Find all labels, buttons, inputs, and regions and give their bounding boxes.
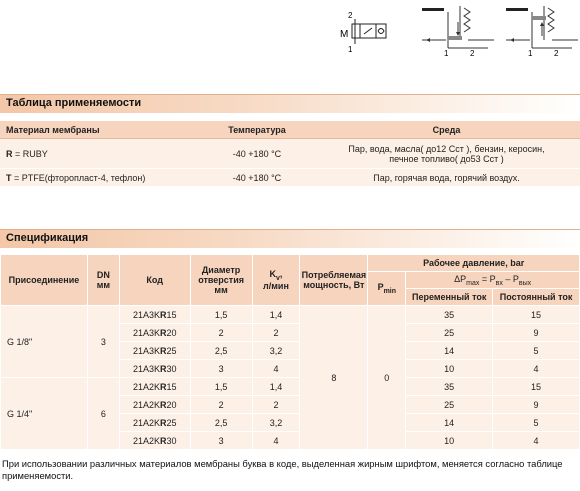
temp-cell: -40 +180 °C [201,169,313,187]
header-kv: $K_v$, л/мин [252,255,300,306]
valve-diagram-closed [418,2,496,58]
spec-title: Спецификация [6,232,89,244]
dc-cell: 5 [493,342,580,360]
diameter-cell: 2,5 [190,342,252,360]
pmin-cell: 0 [368,306,406,450]
diag1-port-2: 2 [470,49,475,58]
dc-cell: 15 [493,306,580,324]
kv-cell: 3,2 [252,342,300,360]
diag2-port-2: 2 [554,49,559,58]
symbol-port-top: 2 [348,11,353,20]
valve-diagram-open [502,2,580,58]
diameter-cell: 1,5 [190,306,252,324]
ac-cell: 14 [406,414,493,432]
footnote: При использовании различных материалов мембраны буква в коде, выделенная жирным шрифтом, меняется согласно таблице применяемости. [2,458,563,481]
header-ac: Переменный ток [406,289,493,306]
kv-cell: 1,4 [252,378,300,396]
applicability-row [0,139,580,169]
diameter-cell: 3 [190,360,252,378]
header-dp-formula: $\Delta P_{max} = P_{вх} - P_{вых}$ [406,272,580,289]
applicability-table [0,121,580,187]
code-cell: 21A3KR30 [119,360,190,378]
kv-cell: 3,2 [252,414,300,432]
kv-cell: 1,4 [252,306,300,324]
dc-cell: 5 [493,414,580,432]
ac-cell: 10 [406,360,493,378]
diameter-cell: 2 [190,396,252,414]
code-cell: 21A3KR15 [119,306,190,324]
connection-cell: G 1/8" [1,306,88,378]
kv-cell: 2 [252,396,300,414]
symbol-letter: M [340,29,349,40]
ac-cell: 35 [406,378,493,396]
power-cell: 8 [300,306,368,450]
header-temp: Температура [201,121,313,139]
temp-cell: -40 +180 °C [201,139,313,169]
kv-cell: 2 [252,324,300,342]
header-material: Материал мембраны [0,121,201,139]
connection-cell: G 1/4" [1,378,88,450]
kv-cell: 4 [252,360,300,378]
code-cell: 21A2KR25 [119,414,190,432]
header-power: Потребляемая мощность, Вт [300,255,368,306]
diag1-port-1: 1 [444,49,449,58]
diameter-cell: 1,5 [190,378,252,396]
env-cell: Пар, горячая вода, горячий воздух. [313,169,580,187]
dc-cell: 4 [493,360,580,378]
dn-cell: 6 [87,378,119,450]
dc-cell: 9 [493,324,580,342]
env-cell: Пар, вода, масла( до12 Сст ), бензин, керосин, печное топливо( до53 Сст ) [313,139,580,169]
header-diameter: Диаметр отверстия мм [190,255,252,306]
ac-cell: 14 [406,342,493,360]
dc-cell: 4 [493,432,580,450]
applicability-row [0,169,580,187]
code-cell: 21A2KR15 [119,378,190,396]
header-connection: Присоединение [1,255,88,306]
diag2-port-1: 1 [528,49,533,58]
symbol-port-bottom: 1 [348,45,353,54]
code-cell: 21A2KR30 [119,432,190,450]
dc-cell: 9 [493,396,580,414]
applicability-title: Таблица применяемости [6,97,142,109]
code-cell: 21A2KR20 [119,396,190,414]
ac-cell: 25 [406,324,493,342]
dn-cell: 3 [87,306,119,378]
code-cell: 21A3KR20 [119,324,190,342]
diameter-cell: 2,5 [190,414,252,432]
header-env: Среда [313,121,580,139]
ac-cell: 10 [406,432,493,450]
header-pressure: Рабочее давление, bar [368,255,580,272]
kv-cell: 4 [252,432,300,450]
ac-cell: 25 [406,396,493,414]
ac-cell: 35 [406,306,493,324]
applicability-header-row [0,121,580,139]
header-dc: Постоянный ток [493,289,580,306]
spec-row [1,306,580,324]
valve-symbol [340,10,400,54]
applicability-title-bar [0,94,580,113]
spec-table [0,254,580,450]
diameter-cell: 2 [190,324,252,342]
code-cell: 21A3KR25 [119,342,190,360]
spec-row [1,378,580,396]
material-cell: R = RUBY [0,139,201,169]
material-cell: T = PTFE(фторопласт-4, тефлон) [0,169,201,187]
diameter-cell: 3 [190,432,252,450]
header-dn: DN мм [87,255,119,306]
header-code: Код [119,255,190,306]
dc-cell: 15 [493,378,580,396]
spec-title-bar [0,229,580,248]
header-pmin: $P_{min}$ [368,272,406,306]
